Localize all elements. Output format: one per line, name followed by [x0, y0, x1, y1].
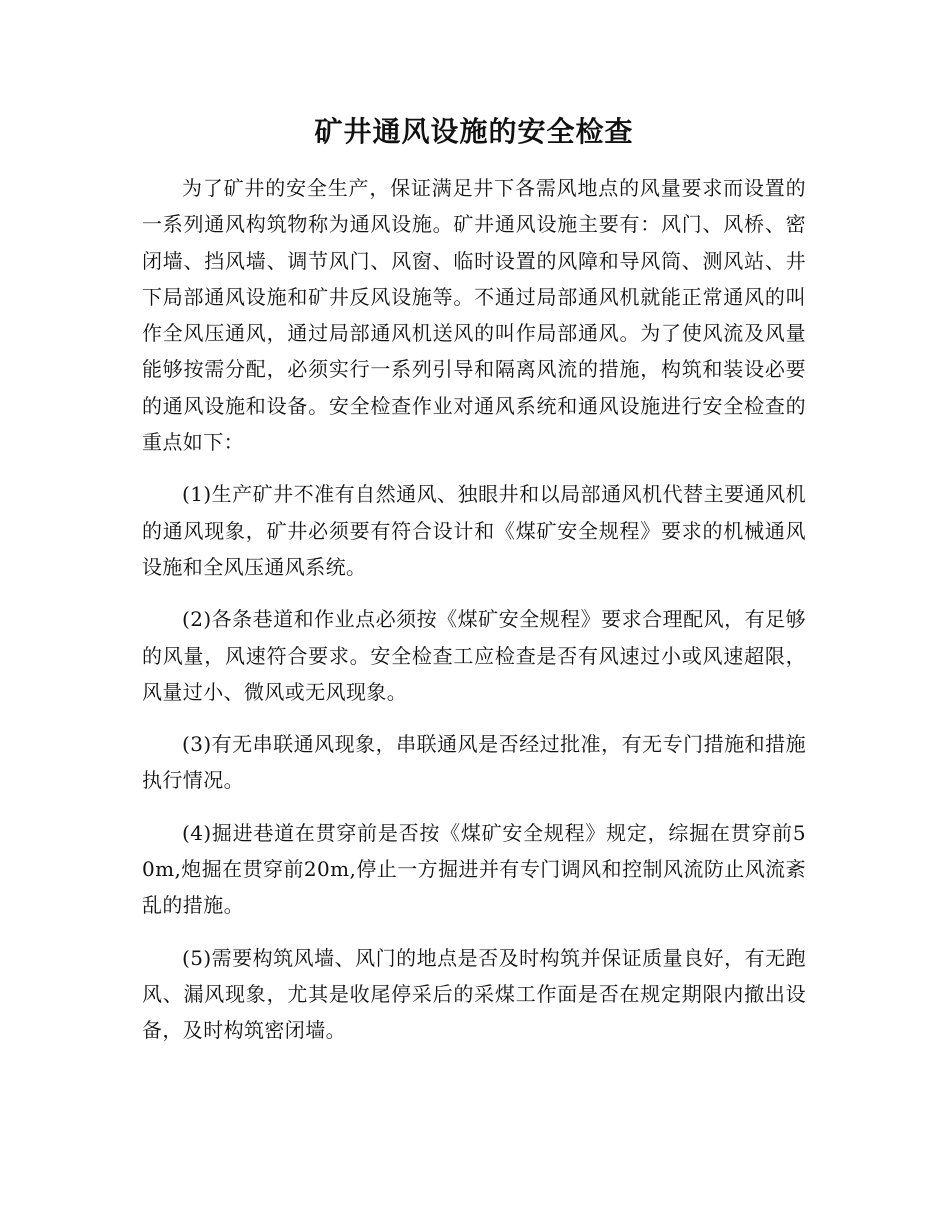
point-2-paragraph: (2)各条巷道和作业点必须按《煤矿安全规程》要求合理配风，有足够的风量，风速符合要求。安全检查工应检查是否有风速过小或风速超限，风量过小、微风或无风现象。	[142, 607, 806, 704]
point-5-paragraph: (5)需要构筑风墙、风门的地点是否及时构筑并保证质量良好，有无跑风、漏风现象，尤其是收尾停采后的采煤工作面是否在规定期限内撤出设备，及时构筑密闭墙。	[142, 945, 806, 1043]
document-page	[142, 108, 806, 1049]
point-1-paragraph: (1)生产矿井不准有自然通风、独眼井和以局部通风机代替主要通风机的通风现象，矿井必须要有符合设计和《煤矿安全规程》要求的机械通风设施和全风压通风系统。	[142, 482, 806, 579]
point-4-paragraph: (4)掘进巷道在贯穿前是否按《煤矿安全规程》规定，综掘在贯穿前50m,炮掘在贯穿前20m,停止一方掘进并有专门调风和控制风流防止风流紊乱的措施。	[142, 820, 806, 918]
document-title: 矿井通风设施的安全检查	[314, 115, 634, 148]
point-3-paragraph: (3)有无串联通风现象，串联通风是否经过批准，有无专门措施和措施执行情况。	[142, 732, 806, 793]
intro-paragraph: 为了矿井的安全生产，保证满足井下各需风地点的风量要求而设置的一系列通风构筑物称为通风设施。矿井通风设施主要有：风门、风桥、密闭墙、挡风墙、调节风门、风窗、临时设置的风障和导风筒、测风站、井下局部通风设施和矿井反风设施等。不通过局部通风机就能正常通风的叫作全风压通风，通过局部通风机送风的叫作局部通风。为了使风流及风量能够按需分配，必须实行一系列引导和隔离风流的措施，构筑和装设必要的通风设施和设备。安全检查作业对通风系统和通风设施进行安全检查的重点如下：	[142, 176, 806, 455]
